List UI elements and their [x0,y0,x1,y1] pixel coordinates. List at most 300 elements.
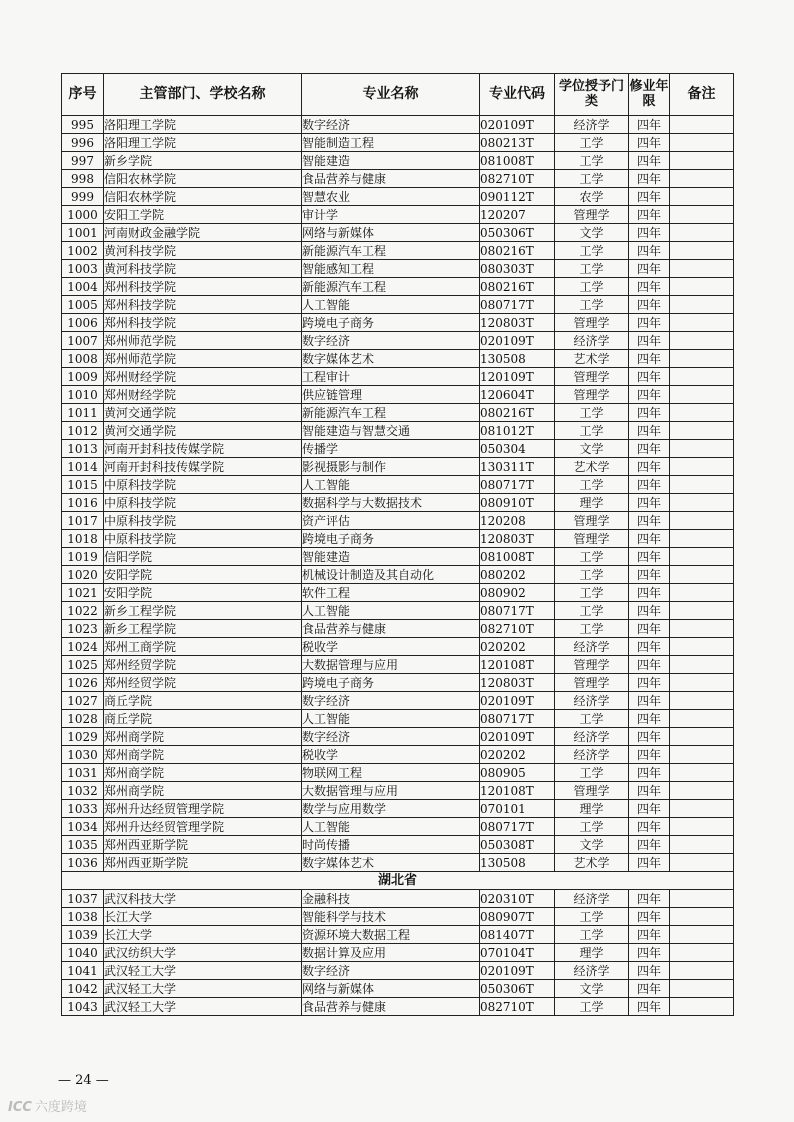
table-row [62,710,734,728]
duration-cell: 四年 [629,422,670,440]
duration-cell: 四年 [629,566,670,584]
remark-cell [670,134,734,152]
duration-cell: 四年 [629,242,670,260]
duration-cell: 四年 [629,944,670,962]
major-cell: 智能建造 [302,152,480,170]
code-cell: 070101 [480,800,555,818]
duration-cell: 四年 [629,350,670,368]
table-row [62,998,734,1016]
degree-cell: 管理学 [555,386,629,404]
remark-cell [670,368,734,386]
duration-cell: 四年 [629,188,670,206]
seq-cell: 995 [62,116,104,134]
duration-cell: 四年 [629,548,670,566]
table-header [62,74,734,116]
duration-cell: 四年 [629,584,670,602]
school-cell: 黄河交通学院 [104,422,302,440]
school-cell: 武汉轻工大学 [104,980,302,998]
remark-cell [670,980,734,998]
duration-cell: 四年 [629,224,670,242]
remark-cell [670,638,734,656]
seq-cell: 1019 [62,548,104,566]
code-cell: 080717T [480,710,555,728]
school-cell: 武汉轻工大学 [104,998,302,1016]
seq-cell: 1004 [62,278,104,296]
major-cell: 物联网工程 [302,764,480,782]
table-row [62,818,734,836]
remark-cell [670,188,734,206]
remark-cell [670,998,734,1016]
major-cell: 机械设计制造及其自动化 [302,566,480,584]
seq-cell: 1007 [62,332,104,350]
school-cell: 商丘学院 [104,692,302,710]
degree-cell: 农学 [555,188,629,206]
duration-cell: 四年 [629,854,670,872]
seq-cell: 1023 [62,620,104,638]
remark-cell [670,620,734,638]
table-row [62,458,734,476]
duration-cell: 四年 [629,512,670,530]
duration-cell: 四年 [629,620,670,638]
table-row [62,530,734,548]
table-row [62,350,734,368]
duration-cell: 四年 [629,440,670,458]
remark-cell [670,476,734,494]
school-cell: 新乡工程学院 [104,602,302,620]
remark-cell [670,332,734,350]
school-cell: 信阳学院 [104,548,302,566]
code-cell: 080216T [480,404,555,422]
degree-cell: 理学 [555,944,629,962]
remark-cell [670,152,734,170]
duration-cell: 四年 [629,476,670,494]
remark-cell [670,278,734,296]
degree-cell: 工学 [555,908,629,926]
table-row [62,440,734,458]
remark-cell [670,656,734,674]
watermark-logo: ICC [8,1100,32,1115]
seq-cell: 1002 [62,242,104,260]
duration-cell: 四年 [629,656,670,674]
table-row [62,278,734,296]
major-cell: 食品营养与健康 [302,620,480,638]
degree-cell: 管理学 [555,782,629,800]
major-cell: 数据计算及应用 [302,944,480,962]
degree-cell: 经济学 [555,116,629,134]
degree-cell: 文学 [555,224,629,242]
major-cell: 人工智能 [302,602,480,620]
table-row [62,854,734,872]
code-cell: 050304 [480,440,555,458]
code-cell: 020202 [480,638,555,656]
major-cell: 智慧农业 [302,188,480,206]
degree-cell: 经济学 [555,332,629,350]
remark-cell [670,116,734,134]
school-cell: 中原科技学院 [104,530,302,548]
table-row [62,152,734,170]
seq-cell: 1029 [62,728,104,746]
school-cell: 郑州财经学院 [104,368,302,386]
remark-cell [670,242,734,260]
code-cell: 120207 [480,206,555,224]
seq-cell: 1040 [62,944,104,962]
table-row [62,764,734,782]
major-cell: 供应链管理 [302,386,480,404]
school-cell: 郑州升达经贸管理学院 [104,800,302,818]
major-cell: 数据科学与大数据技术 [302,494,480,512]
major-cell: 食品营养与健康 [302,170,480,188]
seq-cell: 1021 [62,584,104,602]
code-cell: 130508 [480,350,555,368]
code-cell: 020109T [480,962,555,980]
school-cell: 长江大学 [104,908,302,926]
code-cell: 081012T [480,422,555,440]
major-cell: 数字经济 [302,962,480,980]
degree-cell: 工学 [555,620,629,638]
duration-cell: 四年 [629,134,670,152]
duration-cell: 四年 [629,890,670,908]
duration-cell: 四年 [629,116,670,134]
school-cell: 信阳农林学院 [104,170,302,188]
major-cell: 网络与新媒体 [302,980,480,998]
major-cell: 数字经济 [302,692,480,710]
remark-cell [670,728,734,746]
code-cell: 081008T [480,152,555,170]
degree-cell: 工学 [555,566,629,584]
seq-cell: 1011 [62,404,104,422]
school-cell: 郑州财经学院 [104,386,302,404]
school-cell: 武汉科技大学 [104,890,302,908]
duration-cell: 四年 [629,260,670,278]
school-cell: 郑州西亚斯学院 [104,836,302,854]
code-cell: 081407T [480,926,555,944]
degree-cell: 管理学 [555,368,629,386]
major-cell: 税收学 [302,746,480,764]
school-cell: 安阳学院 [104,566,302,584]
major-cell: 软件工程 [302,584,480,602]
code-cell: 050308T [480,836,555,854]
seq-cell: 1008 [62,350,104,368]
remark-cell [670,530,734,548]
degree-cell: 工学 [555,764,629,782]
table-row [62,620,734,638]
header-code: 专业代码 [480,74,555,116]
table-row [62,134,734,152]
table-row [62,980,734,998]
code-cell: 120803T [480,314,555,332]
major-cell: 新能源汽车工程 [302,404,480,422]
major-cell: 人工智能 [302,296,480,314]
school-cell: 黄河科技学院 [104,260,302,278]
remark-cell [670,746,734,764]
code-cell: 080202 [480,566,555,584]
code-cell: 080907T [480,908,555,926]
table-row [62,296,734,314]
major-cell: 智能感知工程 [302,260,480,278]
major-cell: 智能建造与智慧交通 [302,422,480,440]
major-cell: 数字媒体艺术 [302,854,480,872]
duration-cell: 四年 [629,728,670,746]
degree-cell: 文学 [555,440,629,458]
seq-cell: 1018 [62,530,104,548]
duration-cell: 四年 [629,602,670,620]
major-cell: 传播学 [302,440,480,458]
school-cell: 河南财政金融学院 [104,224,302,242]
school-cell: 新乡工程学院 [104,620,302,638]
duration-cell: 四年 [629,782,670,800]
duration-cell: 四年 [629,206,670,224]
seq-cell: 1015 [62,476,104,494]
table-row [62,656,734,674]
seq-cell: 1006 [62,314,104,332]
degree-cell: 经济学 [555,692,629,710]
major-cell: 税收学 [302,638,480,656]
school-cell: 郑州师范学院 [104,350,302,368]
seq-cell: 1014 [62,458,104,476]
remark-cell [670,314,734,332]
remark-cell [670,548,734,566]
degree-cell: 管理学 [555,656,629,674]
degree-cell: 文学 [555,980,629,998]
province-row [62,872,734,890]
school-cell: 信阳农林学院 [104,188,302,206]
degree-cell: 工学 [555,926,629,944]
remark-cell [670,944,734,962]
school-cell: 郑州商学院 [104,764,302,782]
header-school: 主管部门、学校名称 [104,74,302,116]
school-cell: 郑州商学院 [104,782,302,800]
major-cell: 智能科学与技术 [302,908,480,926]
degree-cell: 工学 [555,296,629,314]
table-row [62,332,734,350]
school-cell: 黄河交通学院 [104,404,302,422]
major-cell: 跨境电子商务 [302,314,480,332]
major-cell: 金融科技 [302,890,480,908]
table-row [62,260,734,278]
table-row [62,692,734,710]
table-row [62,890,734,908]
table-row [62,422,734,440]
degree-cell: 工学 [555,998,629,1016]
seq-cell: 1033 [62,800,104,818]
table-body [62,116,734,1016]
major-cell: 时尚传播 [302,836,480,854]
duration-cell: 四年 [629,296,670,314]
school-cell: 河南开封科技传媒学院 [104,458,302,476]
table-row [62,494,734,512]
seq-cell: 1012 [62,422,104,440]
table-row [62,566,734,584]
remark-cell [670,890,734,908]
table-row [62,386,734,404]
duration-cell: 四年 [629,800,670,818]
school-cell: 商丘学院 [104,710,302,728]
degree-cell: 理学 [555,800,629,818]
degree-cell: 管理学 [555,530,629,548]
duration-cell: 四年 [629,332,670,350]
code-cell: 020109T [480,116,555,134]
page-number: — 24 — [58,1073,109,1088]
remark-cell [670,602,734,620]
degree-cell: 文学 [555,836,629,854]
remark-cell [670,206,734,224]
remark-cell [670,440,734,458]
code-cell: 130311T [480,458,555,476]
seq-cell: 1038 [62,908,104,926]
seq-cell: 1039 [62,926,104,944]
degree-cell: 工学 [555,152,629,170]
school-cell: 郑州升达经贸管理学院 [104,818,302,836]
duration-cell: 四年 [629,638,670,656]
degree-cell: 艺术学 [555,854,629,872]
seq-cell: 999 [62,188,104,206]
remark-cell [670,566,734,584]
seq-cell: 1026 [62,674,104,692]
watermark [8,1096,87,1115]
school-cell: 中原科技学院 [104,476,302,494]
remark-cell [670,224,734,242]
major-cell: 影视摄影与制作 [302,458,480,476]
table-row [62,512,734,530]
header-row [62,74,734,116]
code-cell: 070104T [480,944,555,962]
duration-cell: 四年 [629,962,670,980]
seq-cell: 1028 [62,710,104,728]
major-cell: 新能源汽车工程 [302,278,480,296]
seq-cell: 1032 [62,782,104,800]
table-row [62,548,734,566]
degree-cell: 工学 [555,602,629,620]
duration-cell: 四年 [629,386,670,404]
degree-cell: 工学 [555,422,629,440]
duration-cell: 四年 [629,836,670,854]
school-cell: 洛阳理工学院 [104,134,302,152]
major-cell: 人工智能 [302,818,480,836]
major-list-table [61,73,734,1016]
duration-cell: 四年 [629,494,670,512]
remark-cell [670,296,734,314]
seq-cell: 1020 [62,566,104,584]
major-cell: 智能建造 [302,548,480,566]
remark-cell [670,836,734,854]
code-cell: 130508 [480,854,555,872]
remark-cell [670,584,734,602]
code-cell: 080216T [480,278,555,296]
seq-cell: 1001 [62,224,104,242]
code-cell: 080910T [480,494,555,512]
seq-cell: 998 [62,170,104,188]
major-cell: 审计学 [302,206,480,224]
remark-cell [670,350,734,368]
seq-cell: 1022 [62,602,104,620]
degree-cell: 工学 [555,710,629,728]
school-cell: 郑州师范学院 [104,332,302,350]
major-cell: 数字经济 [302,332,480,350]
degree-cell: 经济学 [555,962,629,980]
code-cell: 080303T [480,260,555,278]
watermark-text: 六度跨境 [34,1100,87,1115]
school-cell: 中原科技学院 [104,494,302,512]
table-row [62,476,734,494]
seq-cell: 996 [62,134,104,152]
school-cell: 安阳工学院 [104,206,302,224]
code-cell: 020109T [480,332,555,350]
seq-cell: 997 [62,152,104,170]
duration-cell: 四年 [629,926,670,944]
seq-cell: 1042 [62,980,104,998]
school-cell: 黄河科技学院 [104,242,302,260]
duration-cell: 四年 [629,692,670,710]
remark-cell [670,962,734,980]
degree-cell: 管理学 [555,512,629,530]
school-cell: 郑州西亚斯学院 [104,854,302,872]
remark-cell [670,818,734,836]
code-cell: 120803T [480,674,555,692]
table-row [62,404,734,422]
remark-cell [670,800,734,818]
school-cell: 郑州科技学院 [104,278,302,296]
major-cell: 数字经济 [302,728,480,746]
remark-cell [670,260,734,278]
remark-cell [670,674,734,692]
major-cell: 跨境电子商务 [302,674,480,692]
seq-cell: 1017 [62,512,104,530]
code-cell: 120803T [480,530,555,548]
seq-cell: 1005 [62,296,104,314]
header-remark: 备注 [670,74,734,116]
code-cell: 120109T [480,368,555,386]
degree-cell: 管理学 [555,206,629,224]
degree-cell: 经济学 [555,890,629,908]
code-cell: 082710T [480,170,555,188]
code-cell: 050306T [480,980,555,998]
duration-cell: 四年 [629,458,670,476]
duration-cell: 四年 [629,404,670,422]
code-cell: 080216T [480,242,555,260]
code-cell: 020310T [480,890,555,908]
duration-cell: 四年 [629,980,670,998]
remark-cell [670,422,734,440]
degree-cell: 工学 [555,170,629,188]
degree-cell: 工学 [555,278,629,296]
table-row [62,170,734,188]
major-cell: 数学与应用数学 [302,800,480,818]
degree-cell: 工学 [555,476,629,494]
seq-cell: 1031 [62,764,104,782]
major-cell: 工程审计 [302,368,480,386]
seq-cell: 1041 [62,962,104,980]
code-cell: 082710T [480,998,555,1016]
degree-cell: 工学 [555,260,629,278]
table-row [62,638,734,656]
school-cell: 郑州商学院 [104,746,302,764]
degree-cell: 艺术学 [555,350,629,368]
table-row [62,242,734,260]
seq-cell: 1037 [62,890,104,908]
header-seq: 序号 [62,74,104,116]
degree-cell: 经济学 [555,728,629,746]
degree-cell: 工学 [555,134,629,152]
table-row [62,206,734,224]
header-degree: 学位授予门类 [555,74,629,116]
code-cell: 120108T [480,782,555,800]
degree-cell: 管理学 [555,674,629,692]
duration-cell: 四年 [629,674,670,692]
duration-cell: 四年 [629,908,670,926]
header-major: 专业名称 [302,74,480,116]
table-row [62,746,734,764]
table-row [62,908,734,926]
